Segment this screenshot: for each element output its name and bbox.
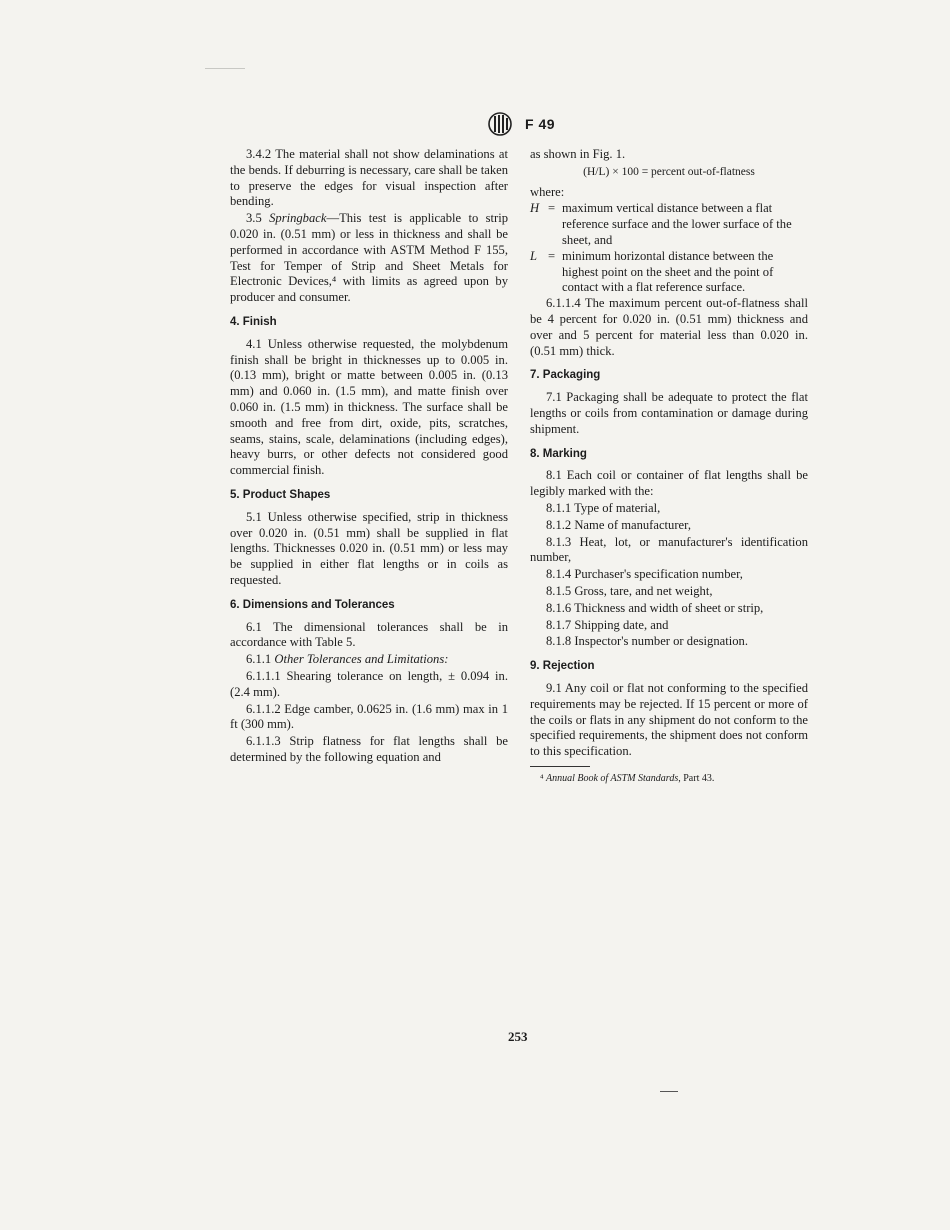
page-number: 253 — [508, 1029, 528, 1044]
symbol-l: L — [530, 248, 538, 263]
paragraph-8-1-8: 8.1.8 Inspector's number or designation. — [546, 634, 748, 649]
section-heading-marking: 8. Marking — [530, 447, 587, 460]
page-header — [487, 112, 555, 136]
footnote-4: ⁴ Annual Book of ASTM Standards, Part 43. — [540, 772, 715, 784]
paragraph-8-1-7: 8.1.7 Shipping date, and — [546, 617, 669, 632]
paragraph-8-1-3: 8.1.3 Heat, lot, or manufacturer's identification number, — [530, 534, 808, 565]
section-heading-finish: 4. Finish — [230, 315, 277, 328]
scan-artifact — [660, 1091, 678, 1092]
paragraph-5-1: 5.1 Unless otherwise specified, strip in thickness over 0.020 in. (0.51 mm) shall be supplied in flat lengths. Thicknesses 0.020 in. (0.51 mm) or less may be supplied in either flat lengths or in coils as requested. — [230, 509, 508, 587]
section-heading-rejection: 9. Rejection — [530, 660, 595, 673]
section-heading-product-shapes: 5. Product Shapes — [230, 488, 331, 501]
right-column — [530, 147, 808, 788]
paragraph-6-1-1-1: 6.1.1.1 Shearing tolerance on length, ± 0.094 in. (2.4 mm). — [230, 668, 508, 699]
definition-l-text: minimum horizontal distance between the highest point on the sheet and the point of contact with a flat reference surface. — [562, 248, 774, 295]
paragraph-6-1-1-3: 6.1.1.3 Strip flatness for flat lengths shall be determined by the following equation and — [230, 734, 508, 764]
paragraph-8-1-1: 8.1.1 Type of material, — [546, 500, 661, 515]
paragraph-6-1-1-2: 6.1.1.2 Edge camber, 0.0625 in. (1.6 mm) max in 1 ft (300 mm). — [230, 701, 508, 732]
definition-h-text: maximum vertical distance between a flat reference surface and the lower surface of the sheet, and — [562, 201, 792, 247]
paragraph-3-5: 3.5 Springback—This test is applicable to strip 0.020 in. (0.51 mm) or less in thickness and shall be performed in accordance with ASTM Method F 155, Test for Temper of Strip and Sheet Metals for Electronic Devices,⁴ with limits as agreed upon by producer and consumer. — [230, 211, 509, 305]
other-tolerances-title: Other Tolerances and Limitations: — [274, 652, 449, 667]
left-column — [230, 147, 508, 767]
scan-artifact — [205, 68, 245, 69]
paragraph-continued: as shown in Fig. 1. — [530, 147, 626, 161]
section-heading-dimensions: 6. Dimensions and Tolerances — [230, 598, 395, 611]
paragraph-8-1-5: 8.1.5 Gross, tare, and net weight, — [546, 583, 713, 598]
paragraph-8-1: 8.1 Each coil or container of flat lengths shall be legibly marked with the: — [530, 468, 808, 499]
springback-title: Springback — [269, 211, 327, 226]
paragraph-8-1-4: 8.1.4 Purchaser's specification number, — [546, 567, 743, 582]
paragraph-4-1: 4.1 Unless otherwise requested, the molybdenum finish shall be bright in thicknesses up to 0.005 in. (0.13 mm), bright or matte between 0.005 in. (0.13 mm) and 0.060 in. (1.5 mm), and matte finish over 0.060 in. (1.5 mm) in thickness. The surface shall be smooth and free from dirt, oxide, pits, scratches, seams, stains, scale, delaminations (including edges), heavy burrs, or other defects not considered good commercial finish. — [230, 336, 508, 478]
paragraph-8-1-2: 8.1.2 Name of manufacturer, — [546, 517, 691, 532]
paragraph-7-1: 7.1 Packaging shall be adequate to protect the flat lengths or coils from contamination or damage during shipment. — [530, 390, 808, 436]
paragraph-6-1-1-4: 6.1.1.4 The maximum percent out-of-flatness shall be 4 percent for 0.020 in. (0.51 mm) thickness and over and 5 percent for material less than 0.020 in. (0.51 mm) thick. — [530, 296, 808, 358]
paragraph-3-4-2: 3.4.2 The material shall not show delaminations at the bends. If deburring is necessary, care shall be taken to preserve the edges for visual inspection after bending. — [230, 147, 508, 209]
symbol-h: H — [530, 201, 540, 216]
footnote-divider — [530, 766, 590, 767]
definition-l: L = minimum horizontal distance between the highest point on the sheet and the point of contact with a flat reference surface. — [530, 249, 808, 296]
astm-logo-icon — [487, 112, 513, 136]
paragraph-9-1: 9.1 Any coil or flat not conforming to the specified requirements may be rejected. If 15 percent or more of the coils or flats in any shipment do not conform to the specified requirements, the shipment does not conform to this specification. — [530, 680, 808, 759]
definition-h: H = maximum vertical distance between a flat reference surface and the lower surface of the sheet, and — [530, 201, 808, 248]
flatness-equation: (H/L) × 100 = percent out-of-flatness — [583, 165, 755, 178]
paragraph-8-1-6: 8.1.6 Thickness and width of sheet or strip, — [546, 600, 764, 615]
standard-designation: F 49 — [525, 116, 556, 132]
paragraph-6-1: 6.1 The dimensional tolerances shall be in accordance with Table 5. — [230, 619, 508, 650]
section-heading-packaging: 7. Packaging — [530, 369, 601, 382]
where-label: where: — [530, 184, 565, 199]
paragraph-6-1-1: 6.1.1 Other Tolerances and Limitations: — [246, 652, 449, 667]
